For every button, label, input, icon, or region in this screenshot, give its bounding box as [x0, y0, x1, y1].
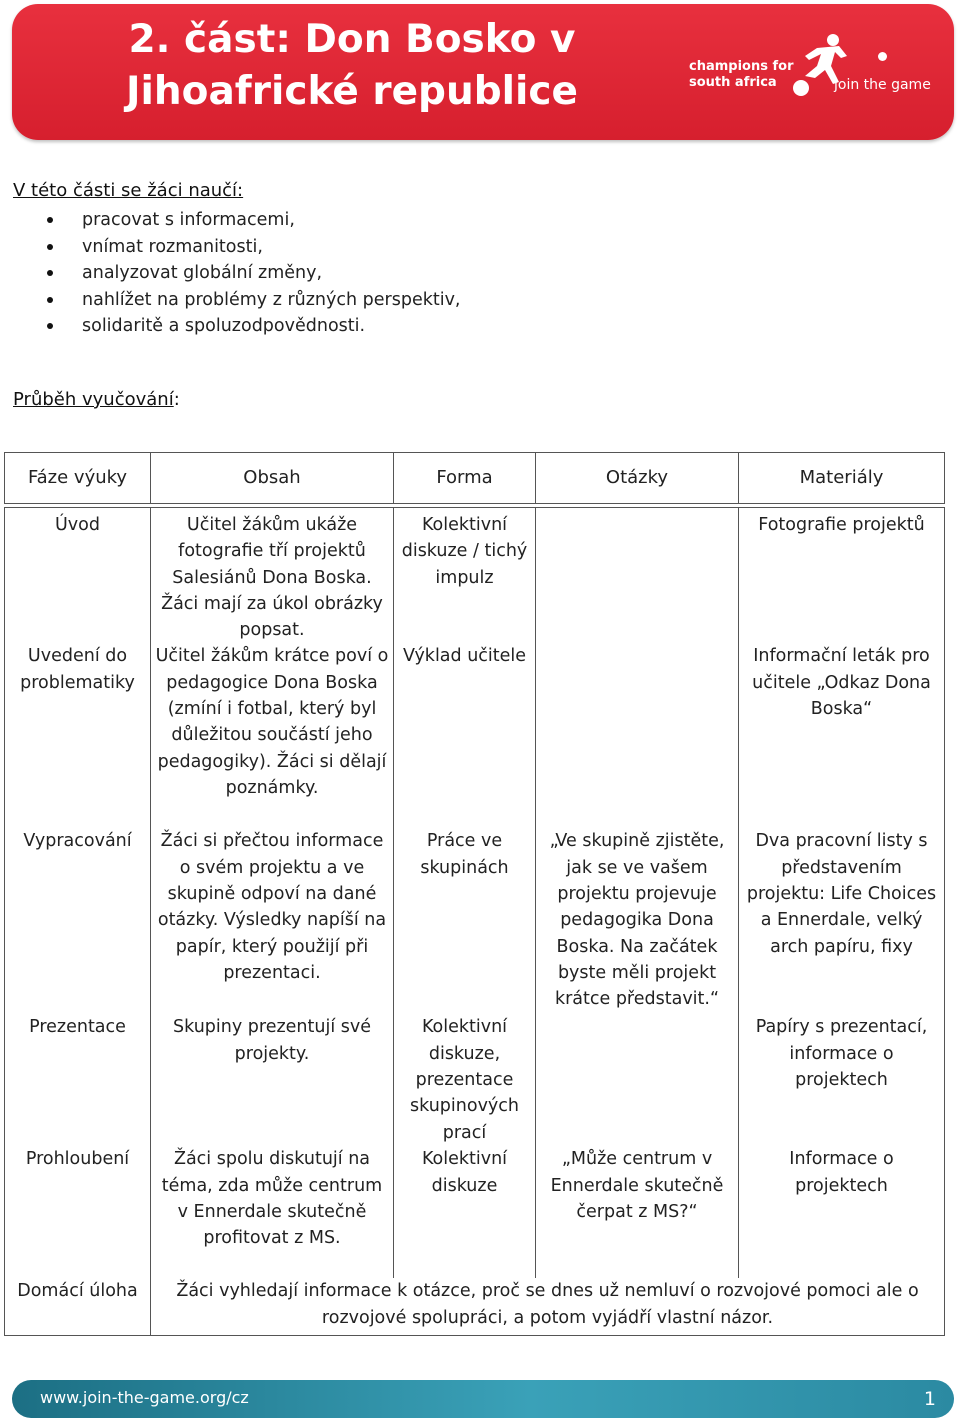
questions-cell [536, 643, 739, 828]
form-cell: Kolektivní diskuze / tichý impulz [394, 508, 536, 644]
bullet-icon [47, 244, 53, 250]
column-header-form: Forma [394, 453, 536, 504]
materials-cell: Informace o projektech [739, 1146, 945, 1278]
brand-tagline-line1: champions for [689, 59, 794, 74]
list-item-text: pracovat s informacemi, [82, 210, 295, 230]
homework-content-cell: Žáci vyhledají informace k otázce, proč se dnes už nemluví o rozvojové pomoci ale o rozvojové spolupráci, a potom vyjádří vlastní názor. [151, 1278, 945, 1335]
learning-goals-list [42, 207, 461, 340]
learning-goals-heading: V této části se žáci naučí: [13, 180, 244, 201]
football-player-icon [787, 32, 857, 104]
lesson-progress-heading-text: Průběh vyučování [13, 389, 174, 410]
form-cell: Práce ve skupinách [394, 828, 536, 1014]
form-cell: Výklad učitele [394, 643, 536, 828]
phase-cell: Prezentace [5, 1014, 151, 1146]
table-row [5, 508, 945, 644]
materials-cell: Fotografie projektů [739, 508, 945, 644]
list-item [42, 260, 461, 287]
phase-cell: Uvedení do problematiky [5, 643, 151, 828]
content-cell: Žáci si přečtou informace o svém projektu a ve skupině odpoví na dané otázky. Výsledky napíší na papír, který použijí při prezentaci. [151, 828, 394, 1014]
footer-bar [12, 1380, 954, 1418]
list-item [42, 287, 461, 314]
page-number: 1 [923, 1388, 936, 1410]
brand-tagline-line2: south africa [689, 75, 777, 90]
footer-url-link[interactable]: www.join-the-game.org/cz [40, 1388, 249, 1407]
brand-join-text: join the game [834, 77, 931, 93]
list-item [42, 313, 461, 340]
table-row [5, 1146, 945, 1278]
list-item [42, 234, 461, 261]
column-header-content: Obsah [151, 453, 394, 504]
table-row [5, 1014, 945, 1146]
list-item-text: nahlížet na problémy z různých perspektiv, [82, 289, 461, 310]
form-cell: Kolektivní diskuze [394, 1146, 536, 1278]
materials-cell: Papíry s prezentací, informace o projektech [739, 1014, 945, 1146]
column-header-materials: Materiály [739, 453, 945, 504]
table-row-homework [5, 1278, 945, 1335]
bullet-icon [47, 323, 53, 329]
questions-cell [536, 1014, 739, 1146]
questions-cell: „Může centrum v Ennerdale skutečně čerpat z MS?“ [536, 1146, 739, 1278]
bullet-icon [47, 270, 53, 276]
column-header-phase: Fáze výuky [5, 453, 151, 504]
phase-cell: Prohloubení [5, 1146, 151, 1278]
questions-cell [536, 508, 739, 644]
phase-cell: Domácí úloha [5, 1278, 151, 1335]
phase-cell: Vypracování [5, 828, 151, 1014]
list-item-text: analyzovat globální změny, [82, 263, 323, 283]
bullet-icon [47, 297, 53, 303]
bullet-icon [47, 217, 53, 223]
list-item-text: solidaritě a spoluzodpovědnosti. [82, 316, 366, 336]
table-header-row [5, 453, 945, 504]
lesson-progress-heading [13, 389, 180, 410]
list-item-text: vnímat rozmanitosti, [82, 236, 263, 257]
content-cell: Žáci spolu diskutují na téma, zda může centrum v Ennerdale skutečně profitovat z MS. [151, 1146, 394, 1278]
form-cell: Kolektivní diskuze, prezentace skupinových prací [394, 1014, 536, 1146]
header-banner [12, 4, 954, 140]
list-item [42, 207, 461, 234]
lesson-plan-table [4, 452, 945, 1336]
content-cell: Učitel žákům ukáže fotografie tří projektů Salesiánů Dona Boska. Žáci mají za úkol obrázky popsat. [151, 508, 394, 644]
content-cell: Skupiny prezentují své projekty. [151, 1014, 394, 1146]
questions-cell: „Ve skupině zjistěte, jak se ve vašem projektu projevuje pedagogika Dona Boska. Na začátek byste měli projekt krátce představit.“ [536, 828, 739, 1014]
materials-cell: Dva pracovní listy s představením projektu: Life Choices a Ennerdale, velký arch papíru, fixy [739, 828, 945, 1014]
brand-dot [878, 52, 887, 61]
content-cell: Učitel žákům krátce poví o pedagogice Dona Boska (zmíní i fotbal, který byl důležitou součástí jeho pedagogiky). Žáci si dělají poznámky. [151, 643, 394, 828]
page-title: 2. část: Don Bosko v Jihoafrické republice [126, 17, 578, 114]
materials-cell: Informační leták pro učitele „Odkaz Dona Boska“ [739, 643, 945, 828]
table-row [5, 643, 945, 828]
lesson-progress-heading-colon: : [173, 389, 180, 410]
column-header-questions: Otázky [536, 453, 739, 504]
brand-tagline [689, 59, 794, 91]
phase-cell: Úvod [5, 508, 151, 644]
table-row [5, 828, 945, 1014]
